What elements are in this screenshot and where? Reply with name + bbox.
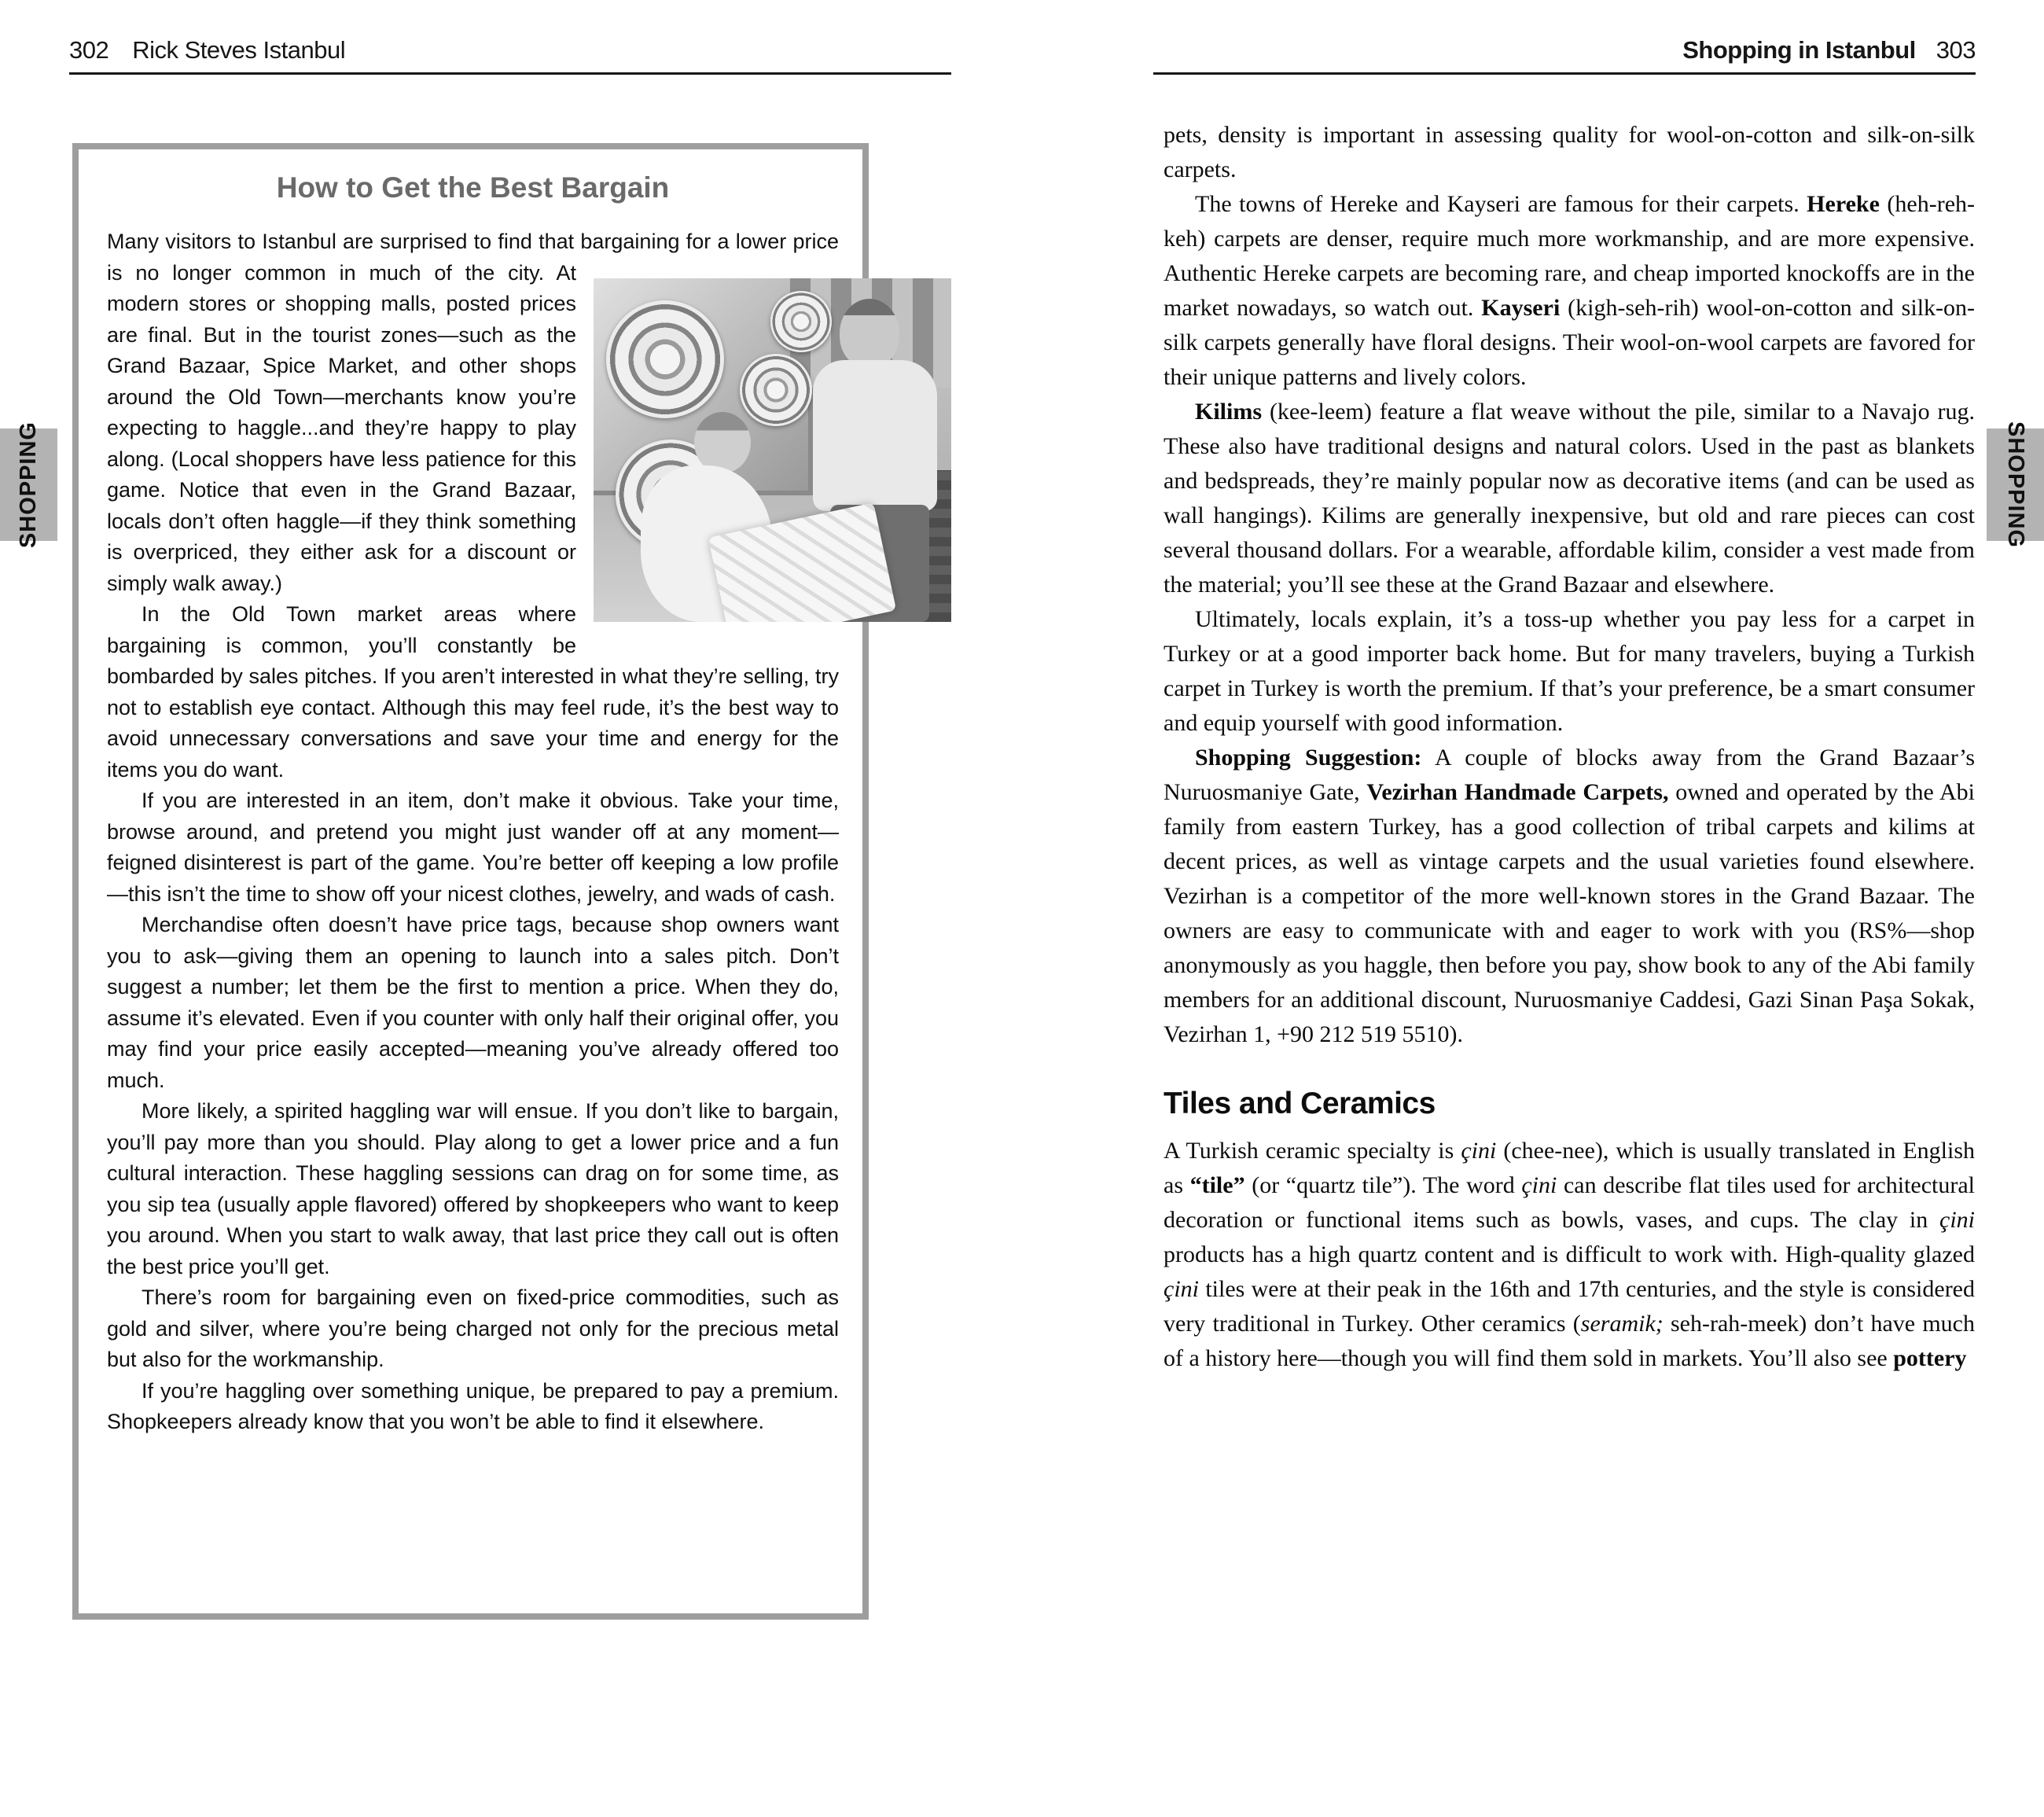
bargain-sidebar-box: [72, 143, 869, 1620]
page-number-right: 303: [1936, 36, 1976, 64]
photo-merchant-shirt: [813, 360, 937, 511]
body-paragraph: Ultimately, locals explain, it’s a toss-up whether you pay less for a carpet in Turkey or at a good importer back home. But for many travelers, buying a Turkish carpet in Turkey is worth the premium. If that’s your preference, be a smart consumer and equip yourself with good information.: [1164, 606, 1975, 736]
section-heading: Tiles and Ceramics: [1164, 1087, 1436, 1120]
chapter-tab-label: SHOPPING: [2003, 421, 2028, 549]
box-paragraph: If you are interested in an item, don’t make it obvious. Take your time, browse around, and pretend you might just wander off at any moment—feigned disinterest is part of the game. You’re better off keeping a low profile—this isn’t the time to show off your nicest clothes, jewelry, and wads of cash.: [107, 789, 839, 906]
header-rule-left: [69, 72, 951, 75]
box-paragraph: In the Old Town market areas where bargaining is common, you’ll constantly be bombarded by sales pitches. If you aren’t interested in what they’re selling, try not to establish eye contact. Although this may feel rude, it’s the best way to avoid unnecessary conversations and save your time and energy for the items you do want.: [107, 602, 839, 782]
photo-merchant-head: [840, 299, 899, 368]
box-paragraph: More likely, a spirited haggling war will ensue. If you don’t like to bargain, you’ll pay more than you should. Play along to get a lower price and a fun cultural interaction. These haggling sessions can drag on for some time, as you sip tea (usually apple flavored) offered by shopkeepers who want to keep you around. When you start to walk away, that last price they call out is often the best price you’ll get.: [107, 1099, 839, 1278]
page-number-left: 302: [69, 36, 109, 64]
page-header-left: [69, 36, 345, 64]
photo-ceramic-plate: [770, 291, 832, 352]
header-rule-right: [1153, 72, 1976, 75]
body-paragraph: Shopping Suggestion: A couple of blocks away from the Grand Bazaar’s Nuruosmaniye Gate, Vezirhan Handmade Carpets, owned and operated by the Abi family from eastern Turkey, has a good collection of tribal carpets and kilims at decent prices, as well as vintage carpets and the usual varieties found elsewhere. Vezirhan is a competitor of the more well-known stores in the Grand Bazaar. The owners are easy to communicate with and eager to work with you (RS%—shop anonymously as you haggle, then before you pay, show book to any of the Abi family members for an additional discount, Nuruosmaniye Caddesi, Gazi Sinan Paşa Sokak, Vezirhan 1, +90 212 519 5510).: [1164, 745, 1976, 1047]
body-paragraph: Kilims (kee-leem) feature a flat weave without the pile, similar to a Navajo rug. These also have traditional designs and natural colors. Used in the past as blankets and bedspreads, they’re mainly popular now as decorative items (and can be used as wall hangings). Kilims are generally inexpensive, but old and rare pieces can cost several thousand dollars. For a wearable, affordable kilim, consider a vest made from the material; you’ll see these at the Grand Bazaar and elsewhere.: [1164, 399, 1975, 598]
sidebar-box-title: How to Get the Best Bargain: [276, 171, 670, 204]
chapter-tab-right: [1987, 421, 2044, 549]
page-header-right: [1153, 36, 1976, 64]
body-paragraph: The towns of Hereke and Kayseri are famous for their carpets. Hereke (heh-reh-keh) carpets are denser, require much more workmanship, and are more expensive. Authentic Hereke carpets are becoming rare, and cheap imported knockoffs are in the market nowadays, so watch out. Kayseri (kigh-seh-rih) wool-on-cotton and silk-on-silk carpets generally have floral designs. Their wool-on-wool carpets are favored for their unique patterns and lively colors.: [1164, 191, 1976, 390]
bazaar-photo: [594, 278, 951, 622]
chapter-title: Shopping in Istanbul: [1682, 36, 1916, 64]
box-paragraph: Merchandise often doesn’t have price tags, because shop owners want you to ask—giving them an opening to launch into a sales pitch. Don’t suggest a number; let them be the first to mention a price. When they do, assume it’s elevated. Even if you counter with only half their original offer, you may find your price easily accepted—meaning you’ve already offered too much.: [107, 913, 839, 1092]
right-page-column: [1164, 118, 1975, 1376]
box-paragraph: [107, 226, 839, 599]
box-paragraph-rest: modern stores or shopping malls, posted prices are final. But in the tourist zones—such as the Grand Bazaar, Spice Market, and other shops around the Old Town—merchants know you’re expecting to haggle...and they’re happy to play along. (Local shoppers have less patience for this game. Notice that even in the Grand Bazaar, locals don’t often haggle—if they think something is overpriced, they either ask for a discount or simply walk away.): [107, 292, 576, 595]
sidebar-box-body: [107, 226, 839, 1438]
box-paragraph-lead: Many visitors to Istanbul are surprised to find that bargaining for a lower price is no longer common in much of the city. At: [107, 230, 839, 285]
body-paragraph: A Turkish ceramic specialty is çini (chee-nee), which is usually translated in English as “tile” (or “quartz tile”). The word çini can describe flat tiles used for architectural decoration or functional items such as bowls, vases, and cups. The clay in çini products has a high quartz content and is difficult to work with. High-quality glazed çini tiles were at their peak in the 16th and 17th centuries, and the style is considered very traditional in Turkey. Other ceramics (seramik; seh-rah-meek) don’t have much of a history here—though you will find them sold in markets. You’ll also see pottery: [1164, 1138, 1976, 1371]
photo-ceramic-plate: [606, 300, 724, 418]
box-paragraph: If you’re haggling over something unique, be prepared to pay a premium. Shopkeepers already know that you won’t be able to find it elsewhere.: [107, 1378, 839, 1433]
book-title: Rick Steves Istanbul: [132, 36, 346, 64]
box-paragraph: There’s room for bargaining even on fixed-price commodities, such as gold and silver, where you’re being charged not only for the precious metal but also for the workmanship.: [107, 1286, 839, 1371]
chapter-tab-left: [0, 421, 57, 549]
photo-ceramic-plate: [740, 354, 812, 426]
photo-shopper-head: [694, 412, 751, 473]
chapter-tab-label: SHOPPING: [16, 421, 41, 549]
body-paragraph: pets, density is important in assessing quality for wool-on-cotton and silk-on-silk carpets.: [1164, 122, 1975, 182]
